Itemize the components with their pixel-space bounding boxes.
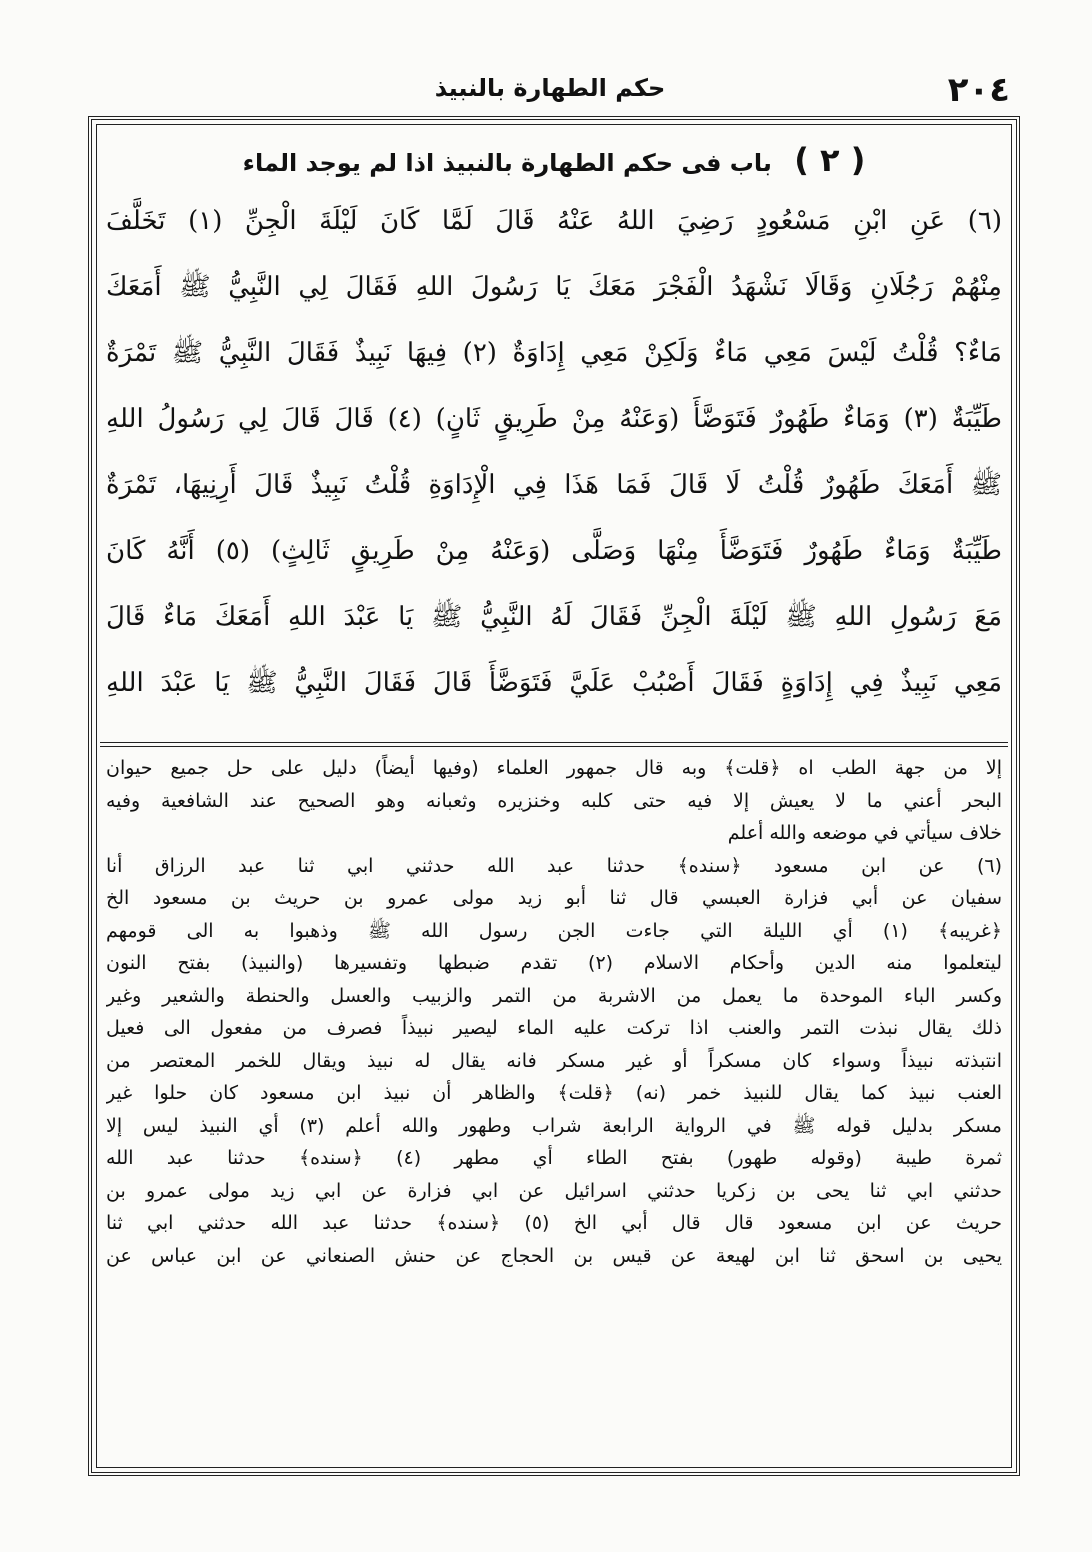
commentary-line: حريث عن ابن مسعود قال قال أبي الخ (٥) ﴿سنده﴾ حدثنا عبد الله حدثني ابي ثنا [106, 1212, 1002, 1234]
page-number: ٢٠٤ [947, 70, 1010, 110]
main-text-line: (٦) عَنِ ابْنِ مَسْعُودٍ رَضِيَ اللهُ عَنْهُ قَالَ لَمَّا كَانَ لَيْلَةَ الْجِنِّ (١) تَخَلَّفَ [106, 206, 1002, 236]
main-text-line: مِنْهُمْ رَجُلَانِ وَقَالَا نَشْهَدُ الْفَجْرَ مَعَكَ يَا رَسُولَ اللهِ فَقَالَ لِي النَّبِيُّ ﷺ أَمَعَكَ [106, 272, 1002, 302]
commentary-line: العنب نبيذ كما يقال للنبيذ خمر (نه) ﴿قلت﴾ والظاهر أن نبيذ ابن مسعود كان حلوا غير [106, 1082, 1002, 1104]
commentary-line: وكسر الباء الموحدة ما يعمل من الاشربة من التمر والزبيب والعسل والحنطة والشعير وغير [106, 984, 1002, 1007]
commentary-footnotes [106, 752, 1002, 1464]
main-text-line: ﷺ أَمَعَكَ طَهُورٌ قُلْتُ لَا قَالَ فَمَا هَذَا فِي الْإِدَاوَةِ قُلْتُ نَبِيذٌ قَالَ أَرِنِيهَا، تَمْرَةٌ [106, 470, 1002, 500]
footnote-divider [100, 742, 1008, 743]
main-text-line: طَيِّبَةٌ وَمَاءٌ طَهُورٌ فَتَوَضَّأَ مِنْهَا وَصَلَّى (وَعَنْهُ مِنْ طَرِيقٍ ثَالِثٍ) (٥) أَنَّهُ كَانَ [106, 536, 1002, 566]
chapter-heading [106, 132, 1002, 188]
commentary-line: إلا من جهة الطب اه ﴿قلت﴾ وبه قال جمهور العلماء (وفيها أيضاً) دليل على حل جميع حيوان [106, 757, 1002, 779]
commentary-line: انتبذته نبيذاً وسواء كان مسكراً أو غير مسكر فانه يقال له نبيذ ويقال للخمر المعتصر من [106, 1049, 1002, 1072]
commentary-line: البحر أعني ما لا يعيش إلا فيه حتى كلبه وخنزيره وثعبانه وهو الصحيح عند الشافعية وفيه [106, 789, 1002, 812]
running-title: حكم الطهارة بالنبيذ [434, 74, 666, 102]
commentary-line: ليتعلموا منه الدين وأحكام الاسلام (٢) تقدم ضبطها وتفسيرها (والنبيذ) بفتح النون [106, 952, 1002, 974]
commentary-line: ثمرة طيبة (وقوله طهور) بفتح الطاء أي مطهر (٤) ﴿سنده﴾ حدثنا عبد الله [106, 1147, 1002, 1169]
commentary-line: حدثني ابي ثنا يحى بن زكريا حدثني اسرائيل عن ابي فزارة عن ابي زيد مولى عمرو بن [106, 1179, 1002, 1202]
commentary-line: يحيى بن اسحق ثنا ابن لهيعة عن قيس بن الحجاج عن حنش الصنعاني عن ابن عباس عن [106, 1244, 1002, 1267]
commentary-line: ذلك يقال نبذت التمر والعنب اذا تركت عليه الماء ليصير نبيذاً فصرف من مفعول الى فعيل [106, 1017, 1002, 1039]
commentary-line: (٦) عن ابن مسعود ﴿سنده﴾ حدثنا عبد الله حدثني ابي ثنا عبد الرزاق أنا [106, 854, 1002, 877]
main-text-line: مَعِي نَبِيذٌ فِي إِدَاوَةٍ فَقَالَ أَصْبُبْ عَلَيَّ فَتَوَضَّأَ قَالَ فَقَالَ النَّبِيُّ ﷺ يَا عَبْدَ اللهِ [106, 668, 1002, 698]
main-text-line: طَيِّبَةٌ (٣) وَمَاءٌ طَهُورٌ فَتَوَضَّأَ (وَعَنْهُ مِنْ طَرِيقٍ ثَانٍ) (٤) قَالَ قَالَ لِي رَسُولُ اللهِ [106, 404, 1002, 434]
commentary-line: مسكر بدليل قوله ﷺ في الرواية الرابعة شراب وطهور والله أعلم (٣) أي النبيذ ليس إلا [106, 1114, 1002, 1137]
footnote-divider-secondary [100, 746, 1008, 747]
main-text-line: مَاءٌ؟ قُلْتُ لَيْسَ مَعِي مَاءٌ وَلَكِنْ مَعِي إِدَاوَةٌ (٢) فِيهَا نَبِيذٌ فَقَالَ النَّبِيُّ ﷺ تَمْرَةٌ [106, 338, 1002, 368]
commentary-line: خلاف سيأتي في موضعه والله أعلم [727, 822, 1002, 844]
chapter-title: باب فى حكم الطهارة بالنبيذ اذا لم يوجد الماء [242, 149, 772, 177]
main-text-line: مَعَ رَسُولِ اللهِ ﷺ لَيْلَةَ الْجِنِّ فَقَالَ لَهُ النَّبِيُّ ﷺ يَا عَبْدَ اللهِ أَمَعَكَ مَاءٌ قَالَ [106, 602, 1002, 632]
chapter-number: ( ٢ ) [794, 141, 866, 179]
commentary-line: ﴿غريبه﴾ (١) أي الليلة التي جاءت الجن رسول الله ﷺ وذهبوا به الى قومهم [106, 919, 1002, 942]
page-header [90, 70, 1010, 114]
hadith-main-text [106, 132, 1002, 740]
commentary-line: سفيان عن أبي فزارة العبسي قال ثنا أبو زيد مولى عمرو بن حريث بن مسعود الخ [106, 887, 1002, 909]
